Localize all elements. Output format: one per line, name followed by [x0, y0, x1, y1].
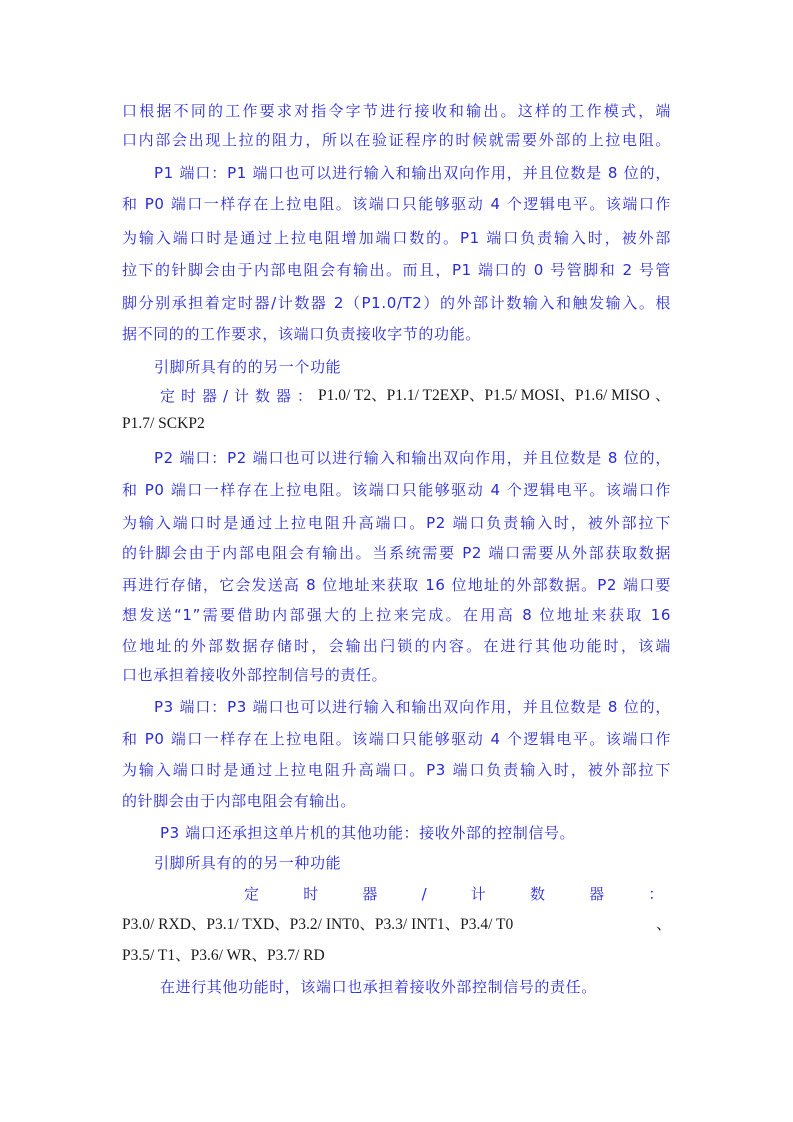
char: / [421, 885, 428, 903]
trailing-separator: 、 [656, 916, 672, 933]
p3-pin-list: P3.0/ RXD、P3.1/ TXD、P3.2/ INT0、P3.3/ INT1、P3.4/ T0 [122, 916, 514, 933]
p1-pin-list: P1.0/ T2、P1.1/ T2EXP、P1.5/ MOSI、P1.6/ MISO [318, 387, 650, 404]
p1-heading-line: P1 端口：P1 端口也可以进行输入和输出双向作用，并且位数是 8 位的， [154, 164, 671, 182]
paragraph-line: 和 P0 端口一样存在上拉电阻。该端口只能够驱动 4 个逻辑电平。该端口作 [122, 195, 671, 213]
paragraph-line: 口根据不同的工作要求对指令字节进行接收和输出。这样的工作模式，端 [122, 102, 671, 120]
char: 时 [303, 885, 319, 903]
paragraph-line: 脚分别承担着定时器/计数器 2（P1.0/T2）的外部计数输入和触发输入。根 [122, 294, 671, 312]
paragraph-line: 和 P0 端口一样存在上拉电阻。该端口只能够驱动 4 个逻辑电平。该端口作 [122, 730, 671, 748]
subheading-line: 引脚所具有的的另一个功能 [154, 358, 342, 376]
paragraph-line: P3 端口还承担这单片机的其他功能：接收外部的控制信号。 [160, 824, 576, 842]
char: 器 [362, 885, 378, 903]
trailing-separator: 、 [655, 387, 671, 404]
p3-heading-line: P3 端口：P3 端口也可以进行输入和输出双向作用，并且位数是 8 位的， [154, 698, 671, 716]
paragraph-line: 和 P0 端口一样存在上拉电阻。该端口只能够驱动 4 个逻辑电平。该端口作 [122, 481, 671, 499]
timer-counter-label: 定时器/计数器： [160, 387, 319, 405]
paragraph-line: 口也承担着接收外部控制信号的责任。 [122, 666, 388, 684]
char: 数 [529, 885, 546, 903]
p3-pin-list-cont: P3.5/ T1、P3.6/ WR、P3.7/ RD [122, 947, 325, 964]
char: ： [648, 885, 664, 903]
paragraph-line: 位地址的外部数据存储时，会输出闩锁的内容。在进行其他功能时，该端 [122, 637, 671, 655]
subheading-line: 引脚所具有的的另一种功能 [154, 854, 342, 872]
paragraph-line: 为输入端口时是通过上拉电阻增加端口数的。P1 端口负责输入时，被外部 [122, 229, 671, 247]
char: 定 [244, 885, 260, 903]
paragraph-line: 为输入端口时是通过上拉电阻升高端口。P3 端口负责输入时，被外部拉下 [122, 761, 671, 779]
paragraph-line: 再进行存储，它会发送高 8 位地址来获取 16 位地址的外部数据。P2 端口要 [122, 576, 671, 594]
paragraph-line: 拉下的针脚会由于内部电阻会有输出。而且，P1 端口的 0 号管脚和 2 号管 [122, 261, 671, 279]
closing-line: 在进行其他功能时，该端口也承担着接收外部控制信号的责任。 [160, 978, 597, 996]
paragraph-line: 据不同的的工作要求，该端口负责接收字节的功能。 [122, 325, 481, 343]
paragraph-line: 的针脚会由于内部电阻会有输出。当系统需要 P2 端口需要从外部获取数据 [122, 544, 671, 562]
p1-pin-list-cont: P1.7/ SCKP2 [122, 415, 205, 432]
paragraph-line: 口内部会出现上拉的阻力，所以在验证程序的时候就需要外部的上拉电阻。 [122, 131, 671, 149]
timer-counter-label-spread [244, 884, 664, 904]
char: 器 [589, 885, 605, 903]
paragraph-line: 的针脚会由于内部电阻会有输出。 [122, 792, 357, 810]
char: 计 [470, 885, 487, 903]
p2-heading-line: P2 端口：P2 端口也可以进行输入和输出双向作用，并且位数是 8 位的， [154, 449, 671, 467]
paragraph-line: 为输入端口时是通过上拉电阻升高端口。P2 端口负责输入时，被外部拉下 [122, 514, 671, 532]
paragraph-line: 想发送“1”需要借助内部强大的上拉来完成。在用高 8 位地址来获取 16 [122, 606, 671, 624]
